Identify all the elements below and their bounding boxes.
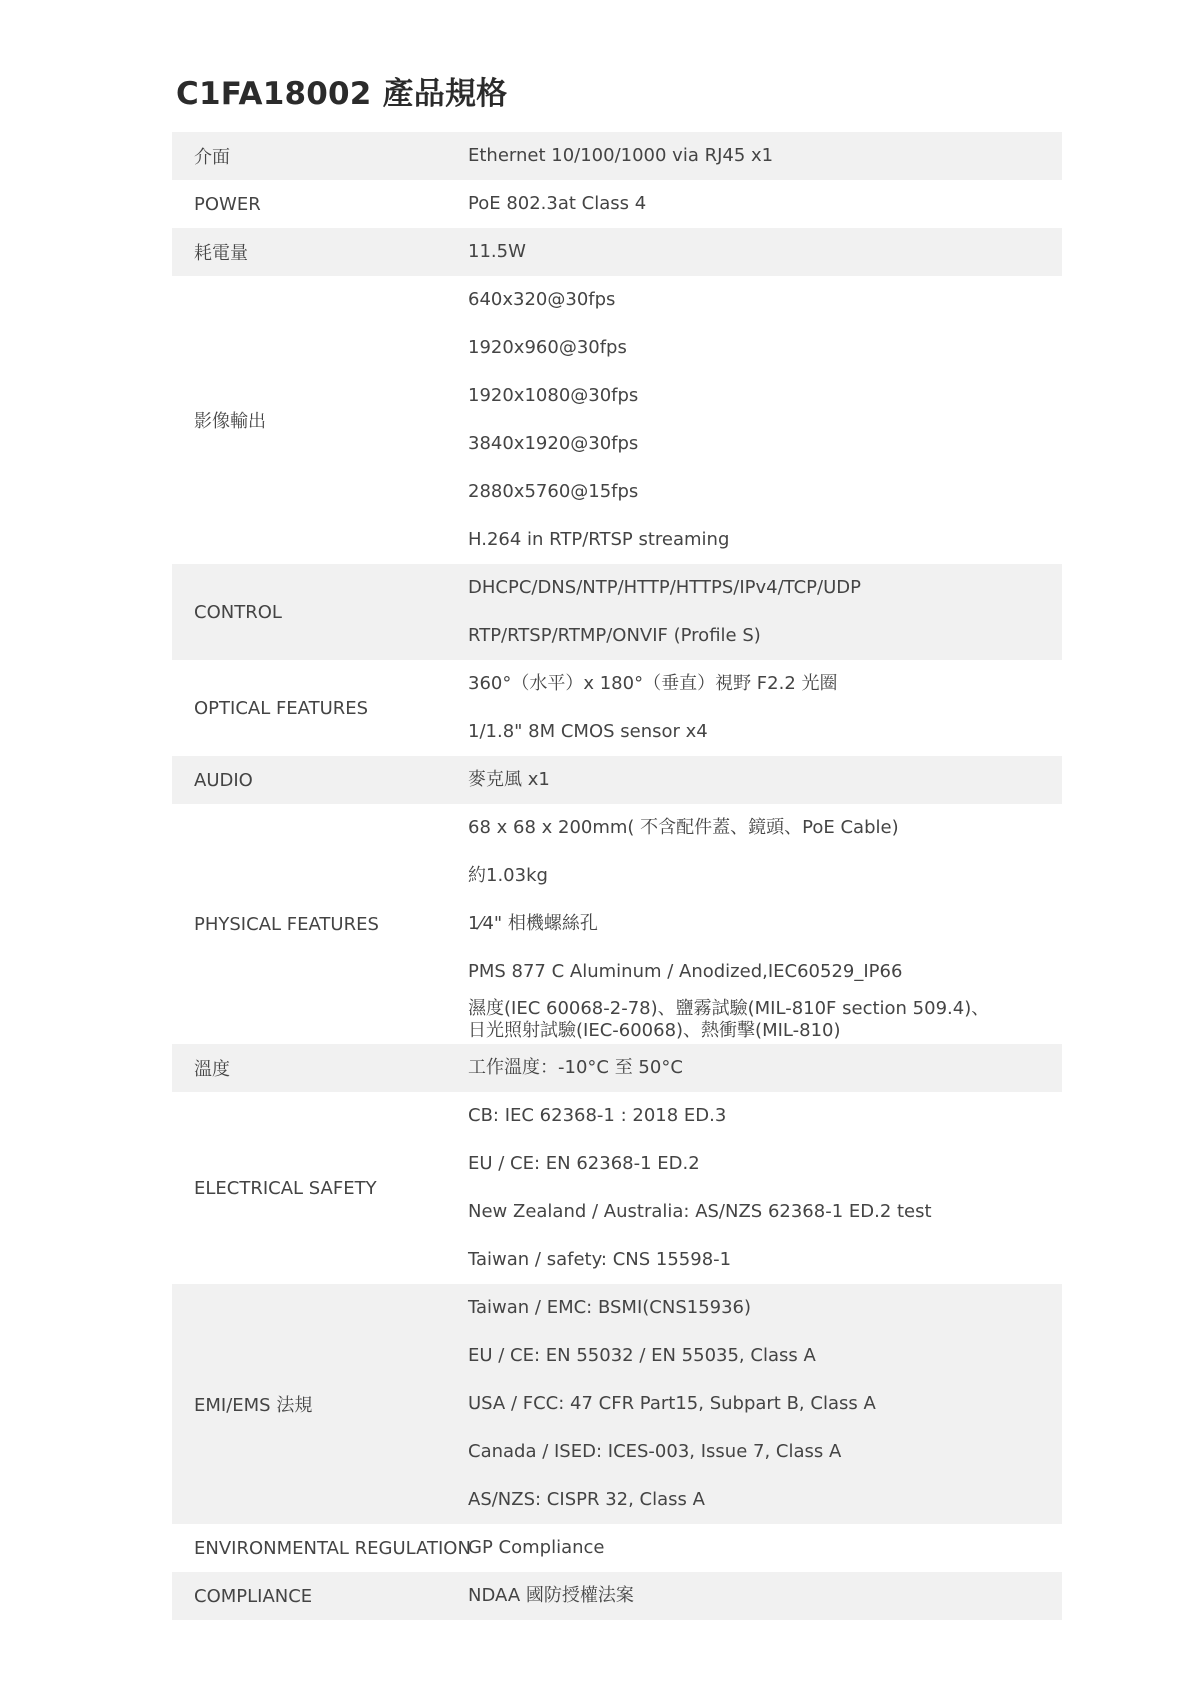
spec-row: [172, 756, 1062, 804]
spec-values: [468, 804, 1062, 1044]
spec-value: PoE 802.3at Class 4: [468, 193, 647, 214]
spec-value: AS/NZS: CISPR 32, Class A: [468, 1489, 705, 1510]
spec-row: [172, 1044, 1062, 1092]
spec-value: 2880x5760@15fps: [468, 481, 639, 502]
spec-label: 影像輸出: [194, 411, 266, 432]
spec-value: 約1.03kg: [468, 865, 548, 886]
spec-value: 1⁄4" 相機螺絲孔: [468, 913, 598, 934]
spec-label: AUDIO: [194, 769, 253, 791]
spec-values: [468, 228, 1062, 276]
spec-values: [468, 132, 1062, 180]
spec-row: [172, 1092, 1062, 1284]
spec-values: [468, 660, 1062, 756]
spec-value: NDAA 國防授權法案: [468, 1585, 634, 1606]
spec-label: PHYSICAL FEATURES: [194, 913, 379, 935]
spec-label: 介面: [194, 147, 230, 168]
spec-value: Canada / ISED: ICES-003, Issue 7, Class A: [468, 1441, 842, 1462]
spec-values: [468, 756, 1062, 804]
spec-row: [172, 132, 1062, 180]
spec-label: CONTROL: [194, 601, 282, 623]
spec-row: [172, 804, 1062, 1044]
spec-value-line: 濕度(IEC 60068-2-78)、鹽霧試驗(MIL-810F section 509.4)、: [468, 998, 990, 1019]
spec-value: 68 x 68 x 200mm( 不含配件蓋、鏡頭、PoE Cable): [468, 817, 899, 838]
spec-table: [172, 132, 1062, 1620]
spec-value: EU / CE: EN 55032 / EN 55035, Class A: [468, 1345, 816, 1366]
spec-value: 1920x960@30fps: [468, 337, 627, 358]
spec-row: [172, 180, 1062, 228]
spec-values: [468, 1092, 1062, 1284]
spec-value: H.264 in RTP/RTSP streaming: [468, 529, 730, 550]
spec-label: 溫度: [194, 1059, 230, 1080]
spec-values: [468, 564, 1062, 660]
spec-label: ENVIRONMENTAL REGULATION: [194, 1537, 471, 1559]
spec-value: [468, 996, 1062, 1044]
spec-value: 1/1.8" 8M CMOS sensor x4: [468, 721, 708, 742]
spec-value: 640x320@30fps: [468, 289, 616, 310]
spec-value: CB: IEC 62368-1 : 2018 ED.3: [468, 1105, 727, 1126]
spec-value: USA / FCC: 47 CFR Part15, Subpart B, Class A: [468, 1393, 876, 1414]
spec-value: RTP/RTSP/RTMP/ONVIF (Profile S): [468, 625, 761, 646]
spec-row: [172, 564, 1062, 660]
spec-value: Taiwan / safety: CNS 15598-1: [468, 1249, 732, 1270]
spec-values: [468, 276, 1062, 564]
spec-values: [468, 180, 1062, 228]
spec-label: ELECTRICAL SAFETY: [194, 1177, 377, 1199]
spec-value: 11.5W: [468, 241, 526, 262]
spec-row: [172, 660, 1062, 756]
spec-value: EU / CE: EN 62368-1 ED.2: [468, 1153, 700, 1174]
spec-row: [172, 276, 1062, 564]
spec-value: New Zealand / Australia: AS/NZS 62368-1 ED.2 test: [468, 1201, 932, 1222]
spec-value: DHCPC/DNS/NTP/HTTP/HTTPS/IPv4/TCP/UDP: [468, 577, 861, 598]
spec-label: EMI/EMS 法規: [194, 1395, 313, 1416]
spec-value: 3840x1920@30fps: [468, 433, 639, 454]
spec-value: 360°（水平）x 180°（垂直）視野 F2.2 光圈: [468, 673, 838, 694]
spec-label: COMPLIANCE: [194, 1585, 313, 1607]
spec-values: [468, 1572, 1062, 1620]
spec-values: [468, 1524, 1062, 1572]
page-title: C1FA18002 產品規格: [176, 76, 508, 112]
spec-value: 工作溫度：-10°C 至 50°C: [468, 1057, 683, 1078]
spec-label: OPTICAL FEATURES: [194, 697, 369, 719]
spec-value: GP Compliance: [468, 1537, 605, 1558]
spec-values: [468, 1044, 1062, 1092]
spec-row: [172, 1524, 1062, 1572]
spec-label: 耗電量: [194, 243, 248, 264]
spec-row: [172, 1284, 1062, 1524]
spec-values: [468, 1284, 1062, 1524]
spec-row: [172, 1572, 1062, 1620]
spec-row: [172, 228, 1062, 276]
spec-value: PMS 877 C Aluminum / Anodized,IEC60529_IP66: [468, 961, 903, 982]
spec-value-line: 日光照射試驗(IEC-60068)、熱衝擊(MIL-810): [468, 1020, 841, 1041]
spec-value: 1920x1080@30fps: [468, 385, 639, 406]
spec-value: 麥克風 x1: [468, 769, 550, 790]
spec-label: POWER: [194, 193, 261, 215]
spec-value: Taiwan / EMC: BSMI(CNS15936): [468, 1297, 752, 1318]
spec-value: Ethernet 10/100/1000 via RJ45 x1: [468, 145, 774, 166]
